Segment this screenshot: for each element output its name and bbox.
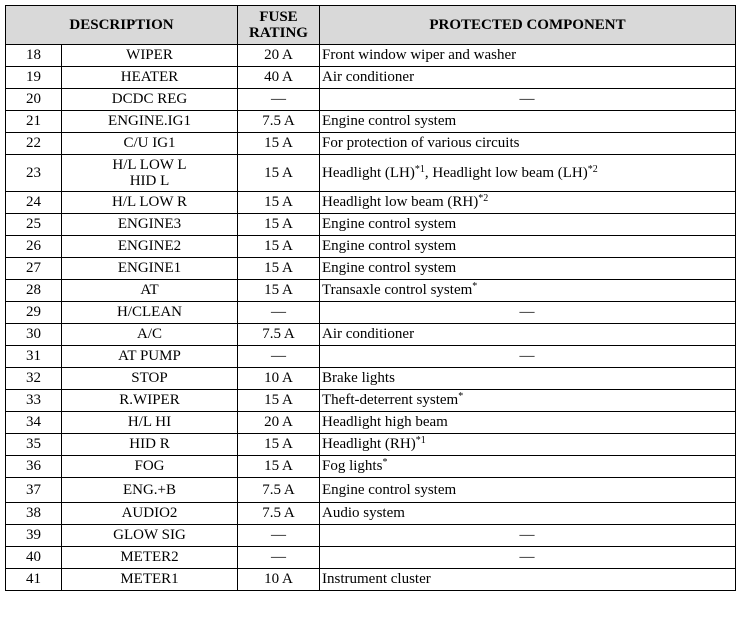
footnote-marker: *	[458, 391, 464, 402]
fuse-description-line: DCDC REG	[111, 91, 188, 107]
table-row	[6, 133, 736, 155]
protected-component-text: Instrument cluster	[322, 571, 431, 587]
fuse-number: 37	[6, 478, 62, 503]
fuse-description-line: ENGINE3	[117, 216, 182, 232]
fuse-rating: 15 A	[238, 390, 320, 412]
protected-component-text: Front window wiper and washer	[322, 47, 517, 63]
protected-component	[320, 111, 736, 133]
fuse-rating: 10 A	[238, 569, 320, 591]
fuse-description	[62, 155, 238, 192]
fuse-table-body	[6, 45, 736, 591]
protected-component-text: Brake lights	[322, 370, 395, 386]
fuse-number: 40	[6, 547, 62, 569]
fuse-description	[62, 133, 238, 155]
table-row	[6, 368, 736, 390]
fuse-rating: 15 A	[238, 192, 320, 214]
fuse-number: 20	[6, 89, 62, 111]
protected-component	[320, 569, 736, 591]
fuse-description-line: ENGINE.IG1	[108, 113, 191, 129]
fuse-description	[62, 324, 238, 346]
table-row	[6, 456, 736, 478]
table-row	[6, 280, 736, 302]
protected-component	[320, 434, 736, 456]
table-row	[6, 547, 736, 569]
fuse-description	[62, 478, 238, 503]
fuse-description-line: H/L LOW R	[112, 194, 187, 210]
protected-component-text: Headlight low beam (RH)	[322, 194, 479, 210]
protected-component	[320, 503, 736, 525]
protected-component-text: Audio system	[322, 505, 405, 521]
fuse-description	[62, 346, 238, 368]
fuse-description	[62, 192, 238, 214]
fuse-number: 34	[6, 412, 62, 434]
fuse-rating: 20 A	[238, 45, 320, 67]
fuse-rating: 15 A	[238, 434, 320, 456]
fuse-description-line: WIPER	[126, 47, 173, 63]
protected-component	[320, 346, 736, 368]
fuse-description	[62, 434, 238, 456]
fuse-description-line: H/L LOW L	[112, 157, 187, 173]
protected-component	[320, 236, 736, 258]
table-row	[6, 45, 736, 67]
protected-component-text: Engine control system	[322, 216, 457, 232]
protected-component-text: Engine control system	[322, 238, 457, 254]
header-rating-line1: FUSE	[259, 9, 298, 25]
fuse-rating: —	[238, 346, 320, 368]
protected-component-text: Engine control system	[322, 260, 457, 276]
protected-component-text: Headlight high beam	[322, 414, 448, 430]
fuse-description-line: HID R	[129, 436, 170, 452]
fuse-description	[62, 45, 238, 67]
fuse-number: 28	[6, 280, 62, 302]
fuse-number: 19	[6, 67, 62, 89]
protected-component-text: For protection of various circuits	[322, 135, 520, 151]
fuse-number: 39	[6, 525, 62, 547]
fuse-description-line: METER1	[120, 571, 179, 587]
protected-component-text: —	[519, 527, 535, 543]
fuse-rating: 15 A	[238, 258, 320, 280]
table-row	[6, 214, 736, 236]
fuse-rating: 20 A	[238, 412, 320, 434]
fuse-number: 27	[6, 258, 62, 280]
fuse-description-line: ENGINE1	[117, 260, 182, 276]
fuse-number: 22	[6, 133, 62, 155]
table-row	[6, 155, 736, 192]
fuse-description	[62, 67, 238, 89]
fuse-description	[62, 258, 238, 280]
fuse-number: 25	[6, 214, 62, 236]
fuse-description-line: A/C	[136, 326, 162, 342]
fuse-number: 32	[6, 368, 62, 390]
protected-component	[320, 302, 736, 324]
protected-component	[320, 89, 736, 111]
fuse-rating: 15 A	[238, 133, 320, 155]
protected-component-text: Air conditioner	[322, 326, 415, 342]
fuse-description	[62, 89, 238, 111]
fuse-description	[62, 525, 238, 547]
fuse-rating: 7.5 A	[238, 478, 320, 503]
fuse-number: 31	[6, 346, 62, 368]
table-row	[6, 525, 736, 547]
fuse-description-line: HEATER	[120, 69, 179, 85]
fuse-rating: 15 A	[238, 456, 320, 478]
fuse-number: 21	[6, 111, 62, 133]
fuse-number: 18	[6, 45, 62, 67]
protected-component-text: Theft-deterrent system	[322, 392, 459, 408]
protected-component-text: Transaxle control system	[322, 282, 473, 298]
protected-component-text: Headlight (LH)	[322, 165, 415, 181]
fuse-rating: 15 A	[238, 236, 320, 258]
protected-component	[320, 214, 736, 236]
table-row	[6, 192, 736, 214]
fuse-description	[62, 214, 238, 236]
fuse-number: 26	[6, 236, 62, 258]
fuse-description	[62, 111, 238, 133]
fuse-rating: 7.5 A	[238, 503, 320, 525]
table-row	[6, 503, 736, 525]
fuse-table	[5, 5, 736, 591]
fuse-number: 24	[6, 192, 62, 214]
table-row	[6, 569, 736, 591]
footnote-marker: *1	[415, 435, 426, 446]
fuse-description	[62, 412, 238, 434]
protected-component-text: —	[519, 304, 535, 320]
fuse-rating: 15 A	[238, 280, 320, 302]
fuse-number: 36	[6, 456, 62, 478]
protected-component	[320, 67, 736, 89]
table-row	[6, 324, 736, 346]
protected-component-text: Headlight (RH)	[322, 436, 416, 452]
fuse-number: 33	[6, 390, 62, 412]
fuse-rating: —	[238, 547, 320, 569]
protected-component	[320, 280, 736, 302]
protected-component	[320, 258, 736, 280]
fuse-description-line: GLOW SIG	[113, 527, 186, 543]
fuse-description	[62, 280, 238, 302]
fuse-rating: —	[238, 89, 320, 111]
fuse-description-line: ENGINE2	[117, 238, 182, 254]
protected-component	[320, 45, 736, 67]
fuse-number: 29	[6, 302, 62, 324]
protected-component	[320, 390, 736, 412]
fuse-description-line: METER2	[120, 549, 179, 565]
fuse-rating: —	[238, 525, 320, 547]
fuse-description-line: H/CLEAN	[117, 304, 182, 320]
fuse-description	[62, 302, 238, 324]
protected-component-text: , Headlight low beam (LH)	[424, 165, 588, 181]
header-row	[6, 6, 736, 45]
footnote-marker: *2	[587, 164, 598, 175]
protected-component	[320, 478, 736, 503]
fuse-rating: —	[238, 302, 320, 324]
table-row	[6, 89, 736, 111]
fuse-description-line: C/U IG1	[123, 135, 176, 151]
fuse-rating: 15 A	[238, 214, 320, 236]
fuse-description-line: STOP	[131, 370, 168, 386]
fuse-rating: 10 A	[238, 368, 320, 390]
protected-component	[320, 155, 736, 192]
table-row	[6, 478, 736, 503]
header-description: DESCRIPTION	[6, 6, 238, 45]
fuse-description	[62, 368, 238, 390]
fuse-rating: 40 A	[238, 67, 320, 89]
table-row	[6, 67, 736, 89]
footnote-marker: *	[382, 457, 388, 468]
footnote-marker: *2	[478, 193, 489, 204]
table-row	[6, 302, 736, 324]
protected-component-text: Engine control system	[322, 113, 457, 129]
fuse-rating: 7.5 A	[238, 324, 320, 346]
protected-component-text: Fog lights	[322, 458, 383, 474]
protected-component	[320, 133, 736, 155]
fuse-number: 35	[6, 434, 62, 456]
table-row	[6, 111, 736, 133]
fuse-description-line: H/L HI	[127, 414, 172, 430]
fuse-description-line: AUDIO2	[121, 505, 178, 521]
fuse-description	[62, 456, 238, 478]
fuse-description	[62, 390, 238, 412]
fuse-number: 23	[6, 155, 62, 192]
fuse-description	[62, 236, 238, 258]
table-row	[6, 412, 736, 434]
protected-component-text: —	[519, 348, 535, 364]
fuse-number: 41	[6, 569, 62, 591]
fuse-description	[62, 503, 238, 525]
fuse-number: 38	[6, 503, 62, 525]
table-row	[6, 258, 736, 280]
protected-component-text: Engine control system	[322, 481, 457, 498]
protected-component	[320, 368, 736, 390]
header-fuse-rating	[238, 6, 320, 45]
table-row	[6, 390, 736, 412]
fuse-description-line: AT	[140, 282, 159, 298]
table-row	[6, 236, 736, 258]
table-row	[6, 346, 736, 368]
fuse-description-line: AT PUMP	[118, 348, 181, 364]
protected-component-text: Air conditioner	[322, 69, 415, 85]
fuse-description	[62, 569, 238, 591]
protected-component	[320, 547, 736, 569]
protected-component-text: —	[519, 91, 535, 107]
header-rating-line2: RATING	[249, 25, 308, 41]
fuse-number: 30	[6, 324, 62, 346]
protected-component	[320, 525, 736, 547]
protected-component	[320, 324, 736, 346]
protected-component-text: —	[519, 549, 535, 565]
fuse-rating: 15 A	[238, 155, 320, 192]
fuse-description-line: HID L	[129, 173, 170, 189]
fuse-description-line: R.WIPER	[119, 392, 180, 408]
protected-component	[320, 192, 736, 214]
header-protected-component: PROTECTED COMPONENT	[320, 6, 736, 45]
footnote-marker: *	[472, 281, 478, 292]
fuse-description-line: ENG.+B	[122, 481, 177, 498]
protected-component	[320, 412, 736, 434]
fuse-description	[62, 547, 238, 569]
footnote-marker: *1	[414, 164, 425, 175]
fuse-rating: 7.5 A	[238, 111, 320, 133]
table-row	[6, 434, 736, 456]
protected-component	[320, 456, 736, 478]
fuse-description-line: FOG	[134, 458, 165, 474]
